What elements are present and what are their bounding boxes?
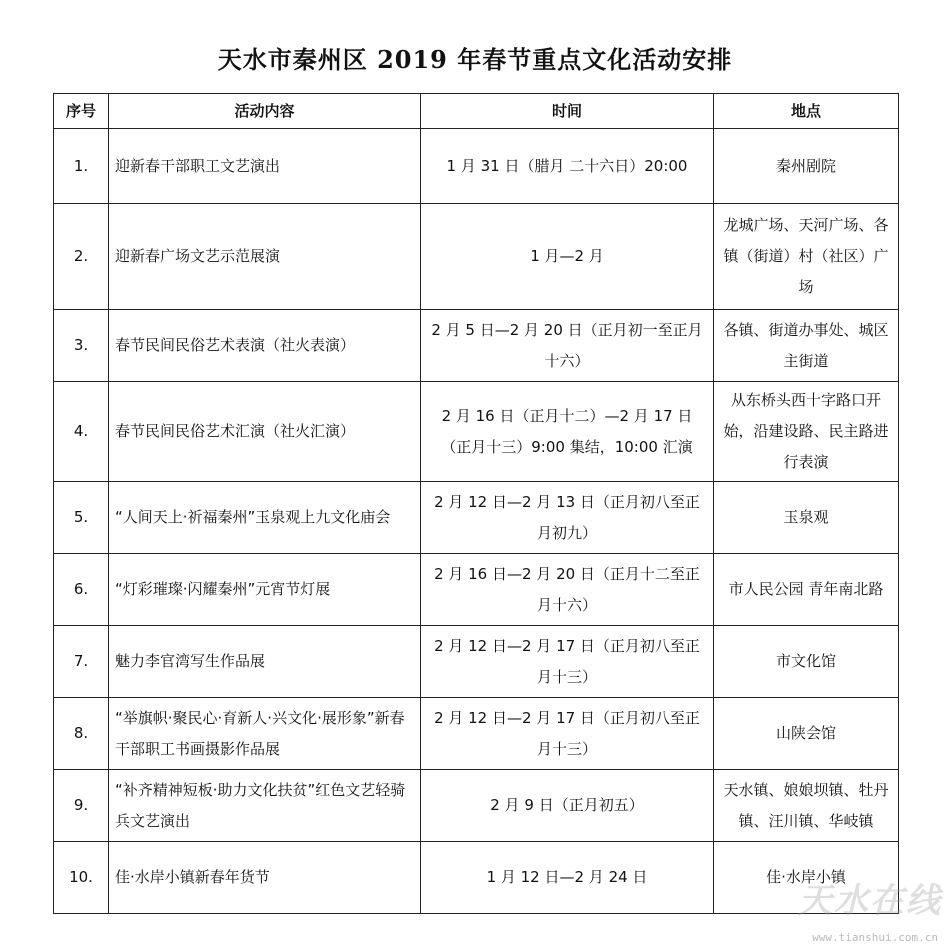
row-activity: 佳·水岸小镇新春年货节 xyxy=(109,842,421,914)
row-time: 2 月 9 日（正月初五） xyxy=(421,770,714,842)
row-time: 1 月 31 日（腊月 二十六日）20:00 xyxy=(421,129,714,204)
row-place: 从东桥头西十字路口开始，沿建设路、民主路进行表演 xyxy=(714,382,899,482)
watermark-logo: 天水在线 xyxy=(798,881,942,921)
row-time: 1 月 12 日—2 月 24 日 xyxy=(421,842,714,914)
row-place: 市人民公园 青年南北路 xyxy=(714,554,899,626)
table-row xyxy=(54,310,899,382)
row-num: 5. xyxy=(54,482,109,554)
row-place: 佳·水岸小镇 xyxy=(714,842,899,914)
row-time: 2 月 5 日—2 月 20 日（正月初一至正月十六） xyxy=(421,310,714,382)
header-place: 地点 xyxy=(714,94,899,129)
table-row xyxy=(54,482,899,554)
table-row xyxy=(54,129,899,204)
row-activity: “补齐精神短板·助力文化扶贫”红色文艺轻骑兵文艺演出 xyxy=(109,770,421,842)
row-activity: “灯彩璀璨·闪耀秦州”元宵节灯展 xyxy=(109,554,421,626)
table-row xyxy=(54,698,899,770)
row-activity: 迎新春广场文艺示范展演 xyxy=(109,204,421,310)
table-row xyxy=(54,842,899,914)
row-time: 1 月—2 月 xyxy=(421,204,714,310)
row-activity: 春节民间民俗艺术汇演（社火汇演） xyxy=(109,382,421,482)
row-place: 天水镇、娘娘坝镇、牡丹镇、汪川镇、华岐镇 xyxy=(714,770,899,842)
row-activity: 迎新春干部职工文艺演出 xyxy=(109,129,421,204)
header-time: 时间 xyxy=(421,94,714,129)
row-place: 市文化馆 xyxy=(714,626,899,698)
header-num: 序号 xyxy=(54,94,109,129)
row-place: 山陕会馆 xyxy=(714,698,899,770)
row-activity: 魅力李官湾写生作品展 xyxy=(109,626,421,698)
table-row xyxy=(54,204,899,310)
watermark-url: www.tianshui.com.cn xyxy=(812,931,938,944)
schedule-table xyxy=(53,93,899,914)
row-place: 玉泉观 xyxy=(714,482,899,554)
table-row xyxy=(54,770,899,842)
row-num: 3. xyxy=(54,310,109,382)
row-place: 秦州剧院 xyxy=(714,129,899,204)
header-row xyxy=(54,94,899,129)
row-activity: “人间天上·祈福秦州”玉泉观上九文化庙会 xyxy=(109,482,421,554)
row-place: 龙城广场、天河广场、各镇（街道）村（社区）广场 xyxy=(714,204,899,310)
row-num: 2. xyxy=(54,204,109,310)
row-num: 1. xyxy=(54,129,109,204)
row-time: 2 月 16 日—2 月 20 日（正月十二至正月十六） xyxy=(421,554,714,626)
row-num: 4. xyxy=(54,382,109,482)
row-place: 各镇、街道办事处、城区主街道 xyxy=(714,310,899,382)
header-activity: 活动内容 xyxy=(109,94,421,129)
row-num: 10. xyxy=(54,842,109,914)
row-num: 7. xyxy=(54,626,109,698)
row-time: 2 月 12 日—2 月 13 日（正月初八至正月初九） xyxy=(421,482,714,554)
row-time: 2 月 12 日—2 月 17 日（正月初八至正月十三） xyxy=(421,626,714,698)
table-row xyxy=(54,382,899,482)
table-row xyxy=(54,554,899,626)
row-num: 9. xyxy=(54,770,109,842)
table-row xyxy=(54,626,899,698)
row-num: 6. xyxy=(54,554,109,626)
page-title: 天水市秦州区 2019 年春节重点文化活动安排 xyxy=(217,45,733,74)
row-time: 2 月 16 日（正月十二）—2 月 17 日（正月十三）9:00 集结，10:00 汇演 xyxy=(421,382,714,482)
row-activity: 春节民间民俗艺术表演（社火表演） xyxy=(109,310,421,382)
row-activity: “举旗帜·聚民心·育新人·兴文化·展形象”新春干部职工书画摄影作品展 xyxy=(109,698,421,770)
row-num: 8. xyxy=(54,698,109,770)
row-time: 2 月 12 日—2 月 17 日（正月初八至正月十三） xyxy=(421,698,714,770)
